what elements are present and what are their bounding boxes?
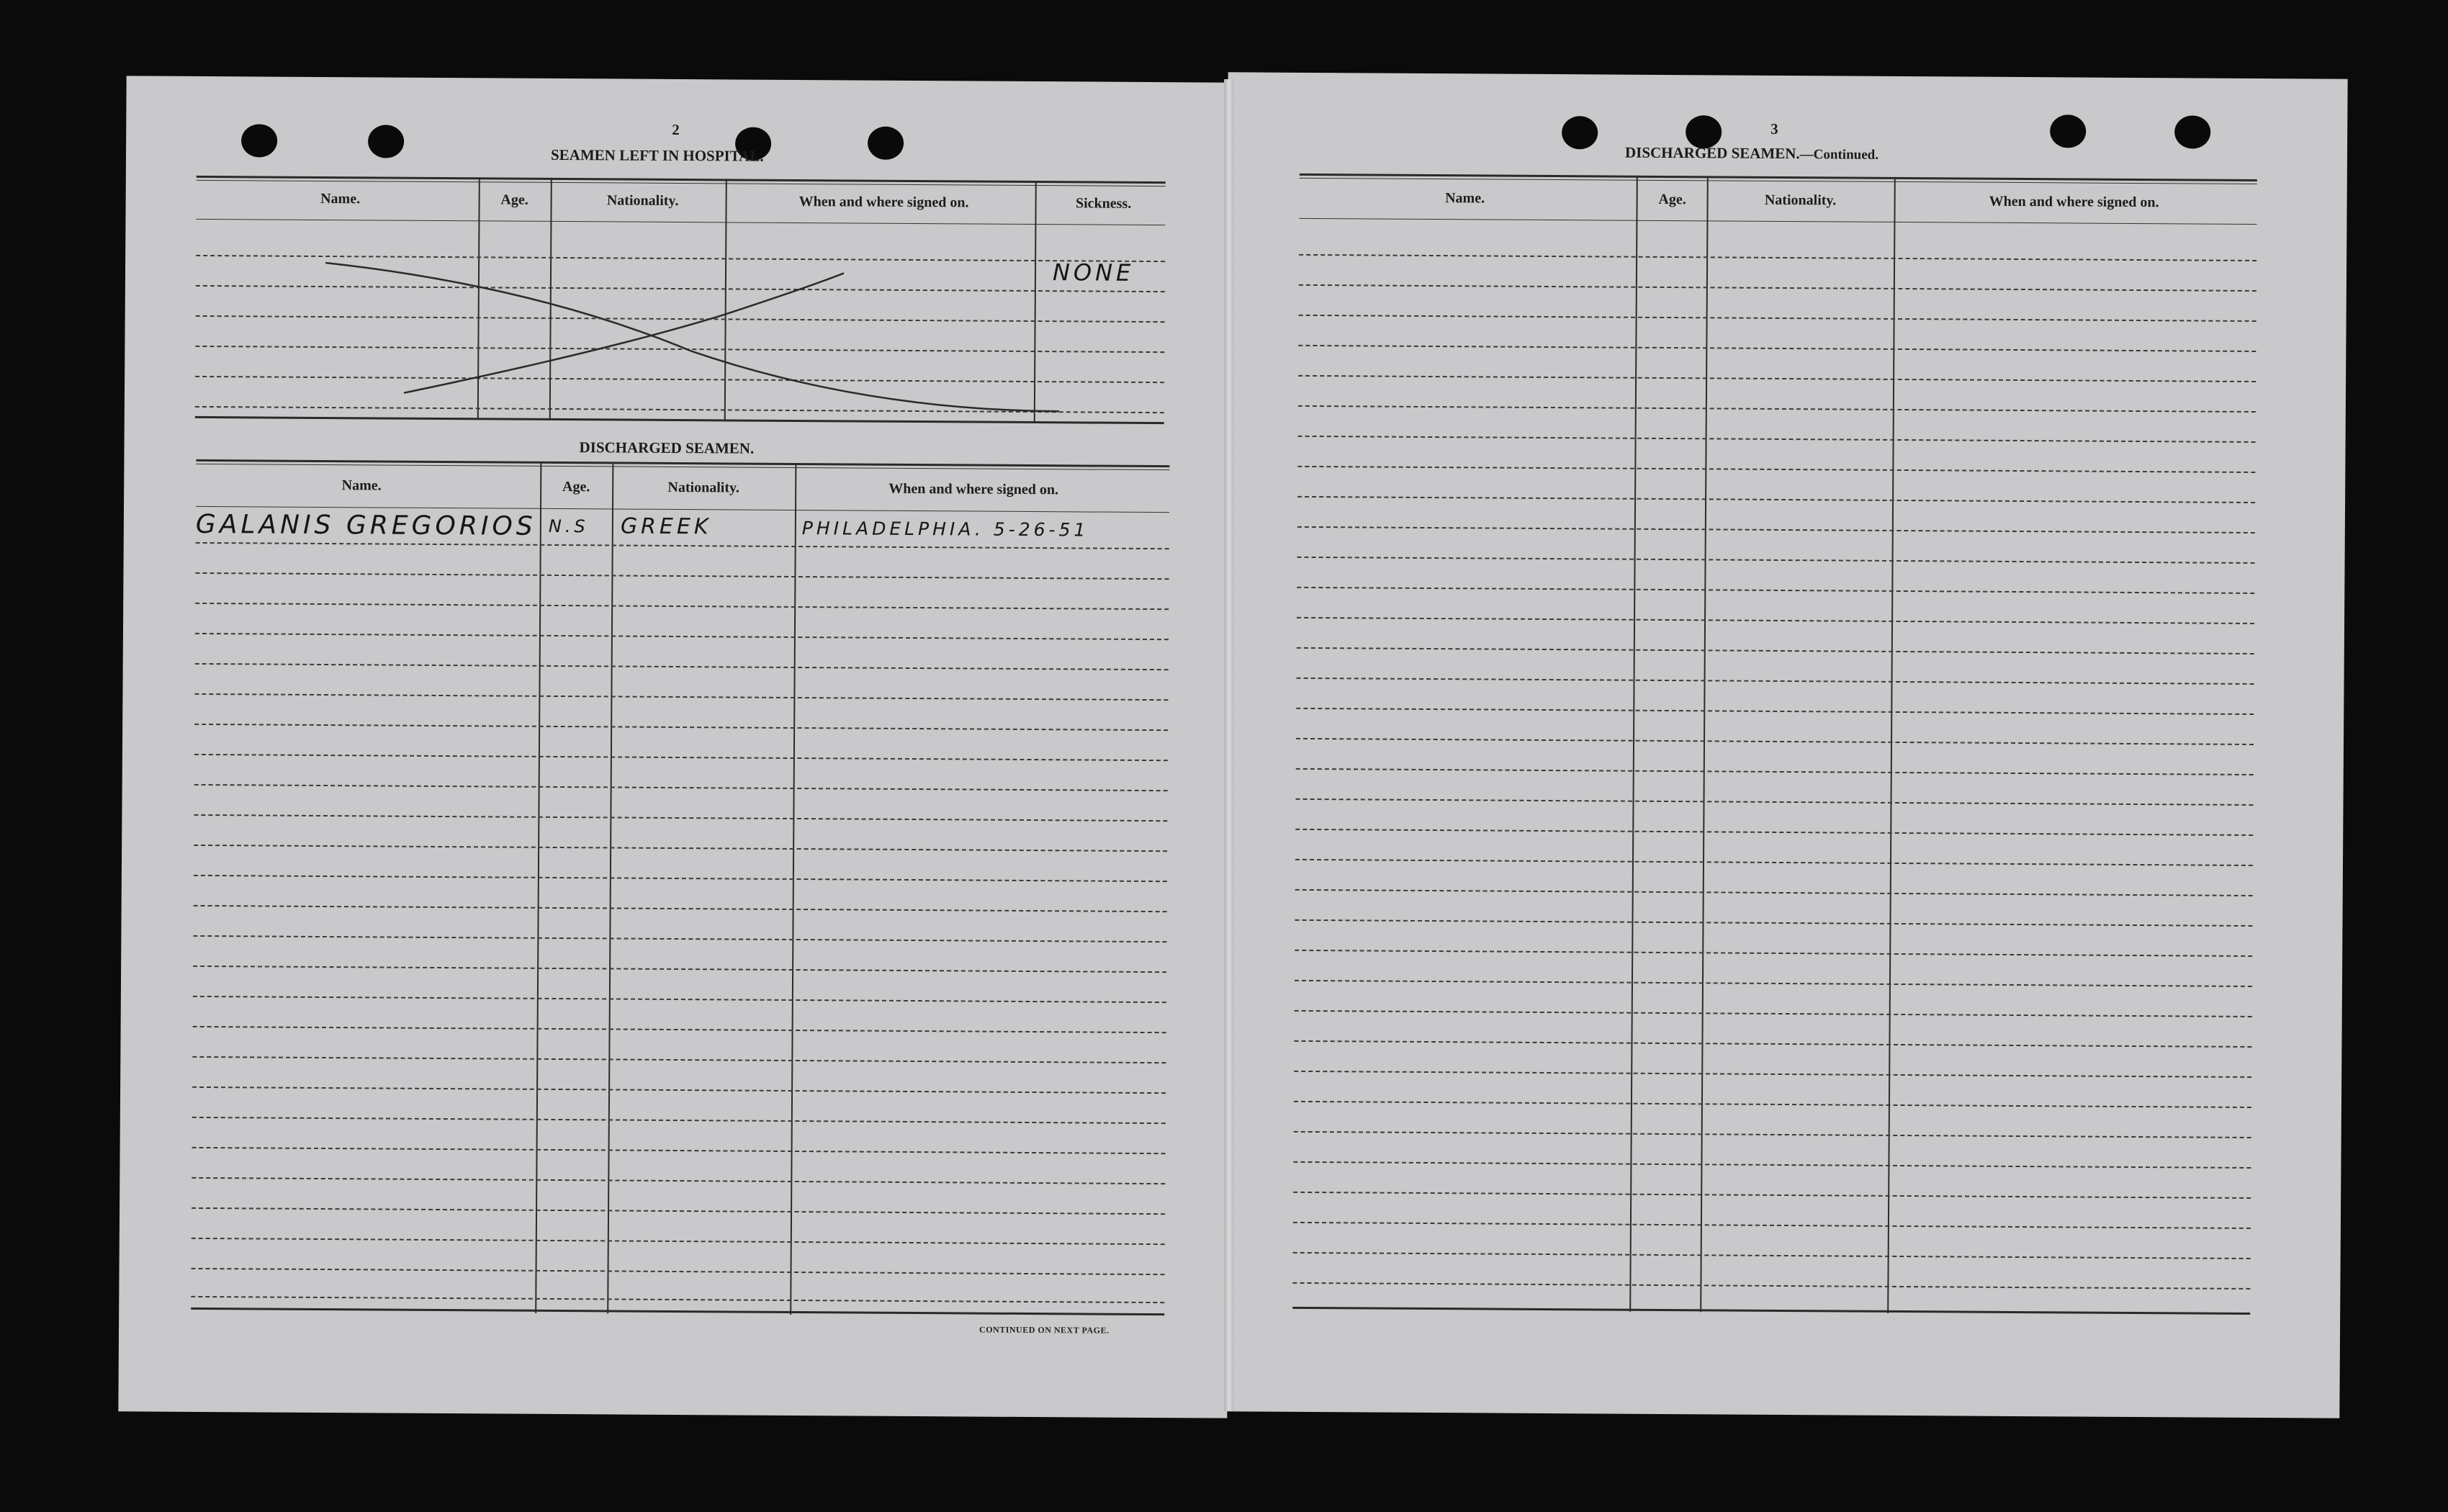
col-nationality: Nationality. [1764,192,1837,209]
hospital-table [195,176,1166,425]
page-number: 3 [1770,120,1778,138]
col-age: Age. [562,479,590,495]
punch-hole [1562,116,1598,149]
punch-hole [868,127,904,160]
punch-hole [368,125,404,158]
seaman-name: GALANIS GREGORIOS [195,509,536,541]
punch-hole [241,124,277,157]
right-page [1220,72,2347,1418]
col-name: Name. [1445,190,1485,207]
sickness-entry: NONE [1052,258,1135,287]
punch-hole [2050,114,2086,148]
continued-note: CONTINUED ON NEXT PAGE. [979,1324,1110,1336]
page-fold [1224,79,1234,1411]
col-signed-on: When and where signed on. [888,480,1059,498]
col-signed-on: When and where signed on. [798,194,969,211]
seaman-signed-on: PHILADELPHIA. 5-26-51 [801,518,1089,541]
title-continued: —Continued. [1799,147,1879,163]
title-main: DISCHARGED SEAMEN. [1624,143,1800,163]
seaman-nationality: GREEK [620,513,712,540]
discharged-continued-title [1625,144,1878,163]
col-name: Name. [320,190,361,207]
col-name: Name. [341,477,382,494]
discharged-continued-table [1292,174,2257,1317]
punch-hole [2174,115,2210,148]
discharged-section-title: DISCHARGED SEAMEN. [579,438,755,457]
col-age: Age. [1658,191,1686,208]
col-signed-on: When and where signed on. [1989,193,2159,211]
hospital-section-title: SEAMEN LEFT IN HOSPITAL. [550,145,764,165]
page-number: 2 [672,120,680,139]
discharged-table [191,459,1169,1317]
strike-through-cross [318,241,1067,418]
col-nationality: Nationality. [667,479,739,496]
col-nationality: Nationality. [606,192,679,209]
col-age: Age. [500,192,528,208]
col-sickness: Sickness. [1075,195,1132,212]
seaman-age: N.S [548,516,589,537]
left-page [118,76,1235,1418]
